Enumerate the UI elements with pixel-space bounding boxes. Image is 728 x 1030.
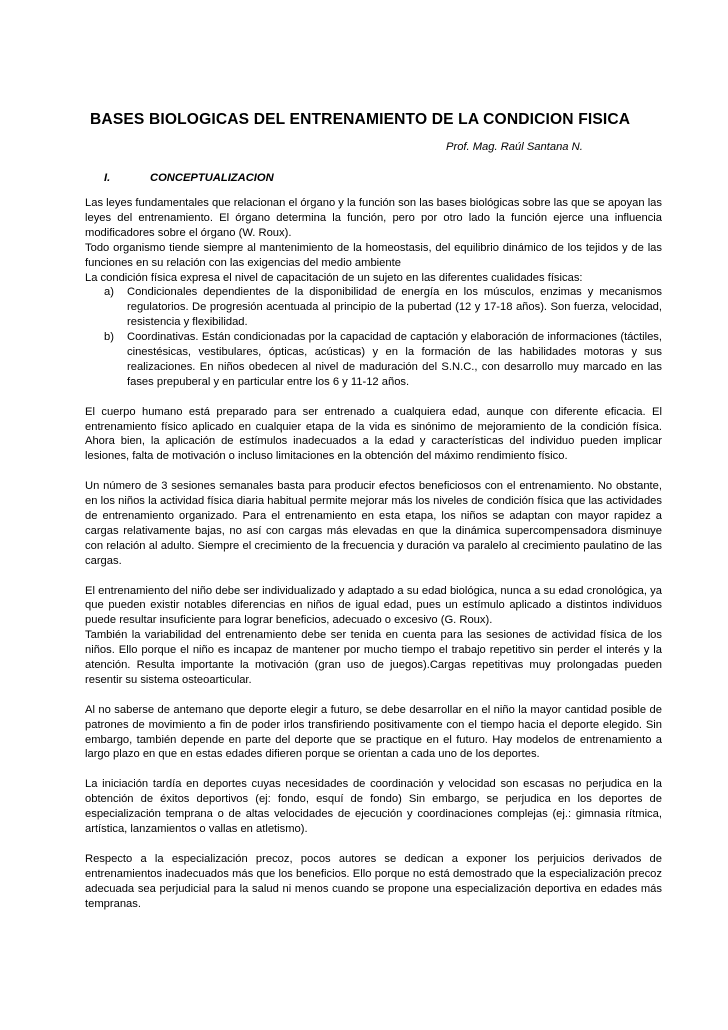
author-line: Prof. Mag. Raúl Santana N. bbox=[446, 141, 583, 153]
paragraph: Las leyes fundamentales que relacionan el órgano y la función son las bases biológicas sobre las que se apoyan las leyes del entrenamiento. El órgano determina la función, pero por otro lado la función ejerce una influencia modificadores sobre el órgano (W. Roux). bbox=[85, 197, 662, 239]
list-marker: a) bbox=[104, 286, 114, 299]
paragraph: La condición física expresa el nivel de capacitación de un sujeto en las diferentes cualidades físicas: bbox=[85, 271, 583, 284]
paragraph: La iniciación tardía en deportes cuyas necesidades de coordinación y velocidad son escasas no perjudica en la obtención de éxitos deportivos (ej: fondo, esquí de fondo) Sin embargo, se perjudica en los deportes de especialización temprana o de altas velocidades de ejecución y coordinaciones complejas (ej.: gimnasia rítmica, artística, lanzamientos o vallas en atletismo). bbox=[85, 778, 662, 835]
list-item-text: Coordinativas. Están condicionadas por la capacidad de captación y elaboración de informaciones (táctiles, cinestésicas, vestibulares, ópticas, acústicas) y en la formación de las habilidades motoras y sus realizaciones. En niños obedecen al nivel de maduración del S.N.C., con desarrollo muy marcado en las fases prepuberal y en particular entre los 6 y 11-12 años. bbox=[127, 331, 662, 388]
paragraph: El cuerpo humano está preparado para ser entrenado a cualquiera edad, aunque con diferente eficacia. El entrenamiento físico aplicado en cualquier etapa de la vida es sinónimo de mejoramiento de la condición física. Ahora bien, la aplicación de estímulos inadecuados a la edad y características del individuo pueden implicar lesiones, falta de motivación o incluso limitaciones en la obtención del máximo rendimiento físico. bbox=[85, 405, 662, 463]
document-title: BASES BIOLOGICAS DEL ENTRENAMIENTO DE LA CONDICION FISICA bbox=[90, 111, 631, 128]
paragraph: Todo organismo tiende siempre al mantenimiento de la homeostasis, del equilibrio dinámico de los tejidos y de las funciones en su relación con las exigencias del medio ambiente bbox=[85, 241, 662, 269]
paragraph: Respecto a la especialización precoz, pocos autores se dedican a exponer los perjuicios derivados de entrenamientos inadecuados más que los beneficios. Ello porque no está demostrado que la especialización precoz adecuada sea perjudicial para la salud ni menos cuando se propone una especialización deportiva en edades más tempranas. bbox=[85, 852, 662, 910]
paragraph: También la variabilidad del entrenamiento debe ser tenida en cuenta para las sesiones de actividad física de los niños. Ello porque el niño es incapaz de mantener por mucho tiempo el trabajo repetitivo sin perder el interés y la atención. Resulta importante la motivación (gran uso de juegos).Cargas repetitivas muy prolongadas pueden resentir su sistema osteoarticular. bbox=[85, 629, 662, 686]
section-number: I. bbox=[104, 172, 111, 184]
list-item bbox=[85, 285, 662, 330]
paragraph: El entrenamiento del niño debe ser individualizado y adaptado a su edad biológica, nunca a su edad cronológica, ya que pueden existir notables diferencias en niños de igual edad, pues un estímulo aplicado a distintos individuos puede resultar insuficiente para lograr beneficios, adecuado o excesivo (G. Roux). bbox=[85, 584, 662, 627]
document-body bbox=[85, 196, 662, 911]
paragraph: Un número de 3 sesiones semanales basta para producir efectos beneficiosos con el entrenamiento. No obstante, en los niños la actividad física diaria habitual permite mejorar más los niveles de condición física que las actividades de entrenamiento organizado. Para el entrenamiento en esta etapa, los niños se adaptan con mayor rapidez a cargas relativamente bajas, no así con cargas más elevadas en que la dinámica supercompensadora disminuye con relación al adulto. Siempre el crecimiento de la frecuencia y duración va paralelo al crecimiento paulatino de las cargas. bbox=[85, 480, 662, 567]
section-title: CONCEPTUALIZACION bbox=[150, 172, 274, 184]
list-item-text: Condicionales dependientes de la disponibilidad de energía en los músculos, enzimas y mecanismos regulatorios. De progresión acentuada al principio de la pubertad (12 y 17-18 años). Son fuerza, velocidad, resistencia y flexibilidad. bbox=[127, 286, 662, 329]
paragraph: Al no saberse de antemano que deporte elegir a futuro, se debe desarrollar en el niño la mayor cantidad posible de patrones de movimiento a fin de poder irlos transfiriendo positivamente con el tiempo hacia el deporte elegido. Sin embargo, también depende en parte del deporte que se practique en el futuro. Hay modelos de entrenamiento a largo plazo en que en estas edades difieren porque se orientan a cada uno de los deportes. bbox=[85, 703, 662, 761]
list-marker: b) bbox=[104, 331, 114, 344]
section-heading bbox=[104, 172, 274, 184]
list-item bbox=[85, 330, 662, 390]
